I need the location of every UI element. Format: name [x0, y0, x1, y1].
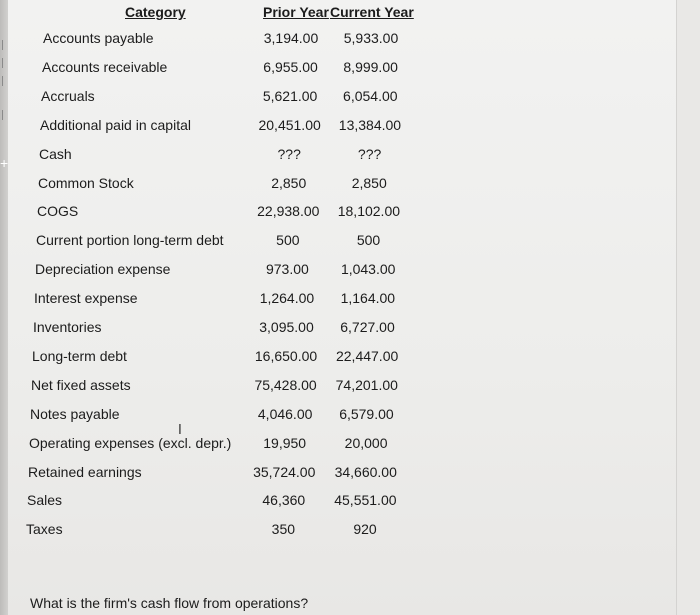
- row-label: Cash: [39, 145, 72, 162]
- row-label: Additional paid in capital: [40, 116, 191, 133]
- table-row: [8, 30, 700, 50]
- row-label: Operating expenses (excl. depr.): [29, 434, 232, 451]
- row-label: Long-term debt: [32, 347, 127, 364]
- row-label: Notes payable: [30, 405, 120, 422]
- table-row: [8, 348, 700, 368]
- current-year-value: 74,201.00: [335, 376, 398, 393]
- prior-year-value: 22,938.00: [257, 203, 320, 220]
- row-label: Depreciation expense: [35, 261, 171, 278]
- prior-year-value: ???: [277, 145, 301, 162]
- header-category: Category: [125, 4, 186, 20]
- table-row: [8, 377, 700, 397]
- prior-year-value: 5,621.00: [262, 87, 318, 104]
- table-row: [8, 175, 700, 195]
- current-year-value: 2,850: [351, 174, 387, 191]
- table-row: [8, 492, 700, 512]
- current-year-value: 18,102.00: [337, 203, 401, 220]
- prior-year-value: 4,046.00: [257, 405, 313, 422]
- row-label: Accruals: [41, 87, 95, 104]
- current-year-value: 500: [356, 232, 381, 249]
- row-label: Common Stock: [38, 174, 134, 191]
- header-current-year: Current Year: [330, 4, 414, 20]
- prior-year-value: 16,650.00: [254, 347, 318, 364]
- table-row: [8, 117, 700, 137]
- table-row: [8, 59, 700, 79]
- table-row: [8, 232, 700, 252]
- prior-year-value: 3,095.00: [259, 319, 314, 335]
- text-cursor-icon: I: [178, 423, 182, 438]
- current-year-value: 34,660.00: [334, 463, 397, 480]
- current-year-value: 1,043.00: [340, 261, 396, 278]
- table-row: [8, 146, 700, 166]
- current-year-value: ???: [357, 145, 382, 162]
- current-year-value: 13,384.00: [338, 116, 402, 133]
- header-prior-year: Prior Year: [263, 4, 329, 20]
- prior-year-value: 350: [271, 521, 296, 538]
- row-label: Accounts receivable: [42, 58, 168, 75]
- current-year-value: 22,447.00: [335, 347, 399, 364]
- table-row: [8, 435, 700, 455]
- prior-year-value: 1,264.00: [259, 290, 315, 307]
- table-row: [8, 464, 700, 484]
- current-year-value: 6,727.00: [340, 319, 395, 335]
- current-year-value: 6,054.00: [343, 87, 398, 104]
- table-row: [8, 521, 700, 541]
- table-row: [8, 319, 700, 339]
- row-label: Sales: [27, 492, 63, 509]
- current-year-value: 920: [353, 521, 377, 538]
- row-label: Interest expense: [34, 290, 138, 307]
- prior-year-value: 19,950: [263, 434, 307, 451]
- prior-year-value: 500: [276, 232, 300, 249]
- question-text: What is the firm's cash flow from operations?: [30, 595, 309, 611]
- row-label: Current portion long-term debt: [36, 232, 224, 249]
- prior-year-value: 75,428.00: [254, 376, 317, 393]
- current-year-value: 6,579.00: [339, 405, 394, 422]
- prior-year-value: 2,850: [271, 174, 307, 191]
- current-year-value: 20,000: [344, 434, 388, 451]
- prior-year-value: 6,955.00: [263, 58, 318, 75]
- prior-year-value: 973.00: [265, 261, 309, 278]
- table-row: [8, 290, 700, 310]
- current-year-value: 5,933.00: [343, 30, 399, 46]
- table-row: [8, 203, 700, 223]
- current-year-value: 45,551.00: [334, 492, 397, 509]
- prior-year-value: 20,451.00: [258, 116, 321, 133]
- row-label: COGS: [37, 203, 79, 220]
- prior-year-value: 46,360: [262, 492, 306, 509]
- table-row: [8, 406, 700, 426]
- row-label: Retained earnings: [28, 463, 142, 480]
- row-label: Accounts payable: [43, 30, 154, 46]
- row-label: Taxes: [26, 521, 63, 538]
- row-label: Inventories: [33, 319, 102, 335]
- row-label: Net fixed assets: [31, 376, 131, 393]
- document-sheet: [8, 0, 676, 615]
- prior-year-value: 35,724.00: [253, 463, 316, 480]
- current-year-value: 8,999.00: [343, 58, 398, 75]
- table-row: [8, 88, 700, 108]
- plus-icon: +: [0, 155, 9, 171]
- prior-year-value: 3,194.00: [263, 30, 319, 46]
- table-row: [8, 261, 700, 281]
- current-year-value: 1,164.00: [340, 290, 396, 307]
